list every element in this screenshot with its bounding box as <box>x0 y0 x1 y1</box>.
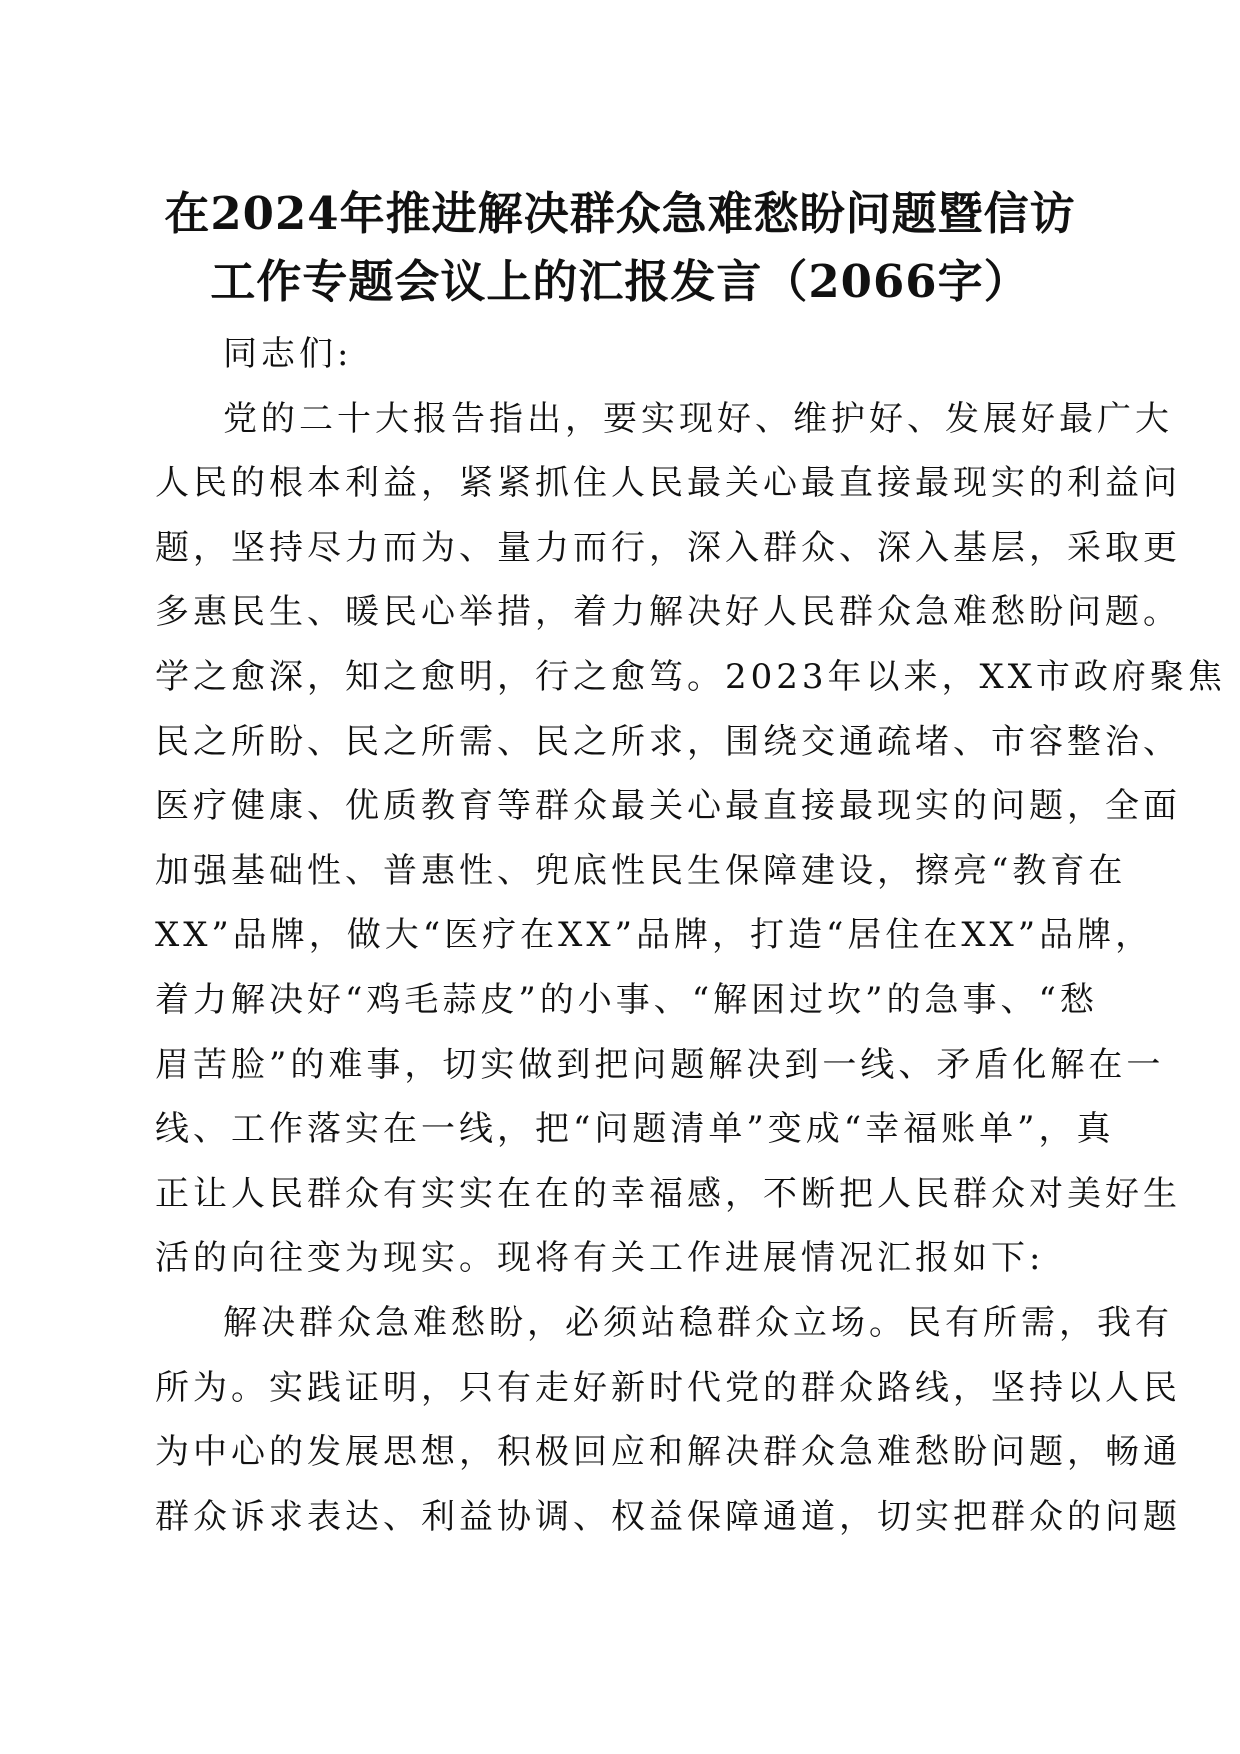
paragraph-1-line-7: 医疗健康、优质教育等群众最关心最直接最现实的问题，全面 <box>155 786 1181 827</box>
title-line-2: 工作专题会议上的汇报发言（2066字） <box>210 255 1030 308</box>
paragraph-2-line-1: 解决群众急难愁盼，必须站稳群众立场。民有所需，我有 <box>223 1302 1173 1343</box>
paragraph-1-line-10: 着力解决好“鸡毛蒜皮”的小事、“解困过坎”的急事、“愁 <box>155 979 1098 1020</box>
paragraph-1-line-6: 民之所盼、民之所需、民之所求，围绕交通疏堵、市容整治、 <box>155 721 1181 762</box>
salutation: 同志们: <box>223 334 353 374</box>
paragraph-1-line-3: 题，坚持尽力而为、量力而行，深入群众、深入基层，采取更 <box>155 527 1181 568</box>
document-body <box>155 322 1226 1549</box>
paragraph-1-line-13: 正让人民群众有实实在在的幸福感，不断把人民群众对美好生 <box>155 1173 1181 1214</box>
paragraph-1-line-12: 线、工作落实在一线，把“问题清单”变成“幸福账单”，真 <box>155 1109 1115 1150</box>
document-title <box>150 180 1090 316</box>
paragraph-1-line-14: 活的向往变为现实。现将有关工作进展情况汇报如下: <box>155 1238 1045 1279</box>
paragraph-1-line-8: 加强基础性、普惠性、兜底性民生保障建设，擦亮“教育在 <box>155 850 1127 891</box>
paragraph-1-line-9: XX”品牌，做大“医疗在XX”品牌，打造“居住在XX”品牌， <box>155 915 1154 956</box>
paragraph-2-line-2: 所为。实践证明，只有走好新时代党的群众路线，坚持以人民 <box>155 1367 1181 1408</box>
paragraph-2-line-4: 群众诉求表达、利益协调、权益保障通道，切实把群众的问题 <box>155 1496 1181 1537</box>
paragraph-1-line-11: 眉苦脸”的难事，切实做到把问题解决到一线、矛盾化解在一 <box>155 1044 1165 1085</box>
paragraph-1-line-5: 学之愈深，知之愈明，行之愈笃。2023年以来，XX市政府聚焦 <box>155 656 1226 697</box>
title-line-1: 在2024年推进解决群众急难愁盼问题暨信访 <box>164 187 1076 240</box>
paragraph-1-line-4: 多惠民生、暖民心举措，着力解决好人民群众急难愁盼问题。 <box>155 592 1181 633</box>
paragraph-1-line-2: 人民的根本利益，紧紧抓住人民最关心最直接最现实的利益问 <box>155 463 1181 504</box>
paragraph-1-line-1: 党的二十大报告指出，要实现好、维护好、发展好最广大 <box>223 398 1173 439</box>
paragraph-2-line-3: 为中心的发展思想，积极回应和解决群众急难愁盼问题，畅通 <box>155 1432 1181 1473</box>
